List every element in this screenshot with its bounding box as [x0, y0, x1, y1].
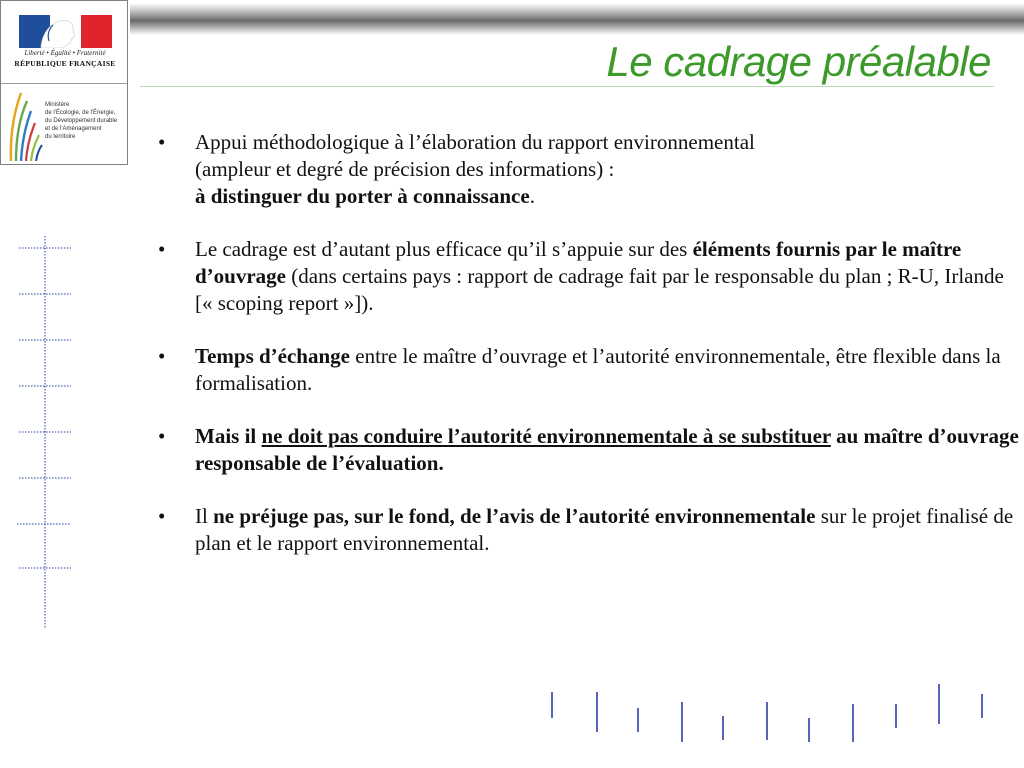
bullet-emphasis: à distinguer du porter à connaissance: [195, 184, 530, 208]
bullet-emphasis-underlined: ne doit pas conduire l’autorité environnementale à se substituer: [261, 424, 831, 448]
bullet-item: [158, 423, 1024, 477]
republique-francaise-logo: [0, 0, 128, 165]
bullet-text-line: Appui méthodologique à l’élaboration du rapport environnemental: [195, 130, 755, 154]
left-decorative-lines: [14, 236, 74, 628]
logo-divider: [1, 83, 127, 84]
bullet-text-part: sur le projet finalisé de plan et le rapport environnemental.: [195, 504, 1014, 555]
ministry-logo-icon: [7, 87, 43, 161]
ministry-line: du Développement durable: [45, 118, 118, 124]
bullet-text: [195, 129, 1024, 210]
bullet-marker: •: [158, 424, 166, 448]
bullet-text: [195, 236, 1024, 317]
bullet-emphasis: Mais il: [195, 424, 262, 448]
bullet-marker: •: [158, 504, 166, 528]
marianne-flag-icon: [19, 15, 112, 48]
slide-title: Le cadrage préalable: [606, 38, 991, 85]
bottom-decorative-bars: [540, 682, 990, 744]
ministry-line: Ministère: [45, 102, 70, 108]
republic-name: RÉPUBLIQUE FRANÇAISE: [14, 59, 116, 68]
bullet-marker: •: [158, 237, 166, 261]
bullet-text-line: (ampleur et degré de précision des informations) :: [195, 157, 615, 181]
bullet-text: [195, 503, 1024, 557]
bullet-emphasis: Temps d’échange: [195, 344, 350, 368]
ministry-name: [45, 101, 127, 141]
bullet-text: [195, 423, 1024, 477]
bullet-emphasis: ne préjuge pas, sur le fond, de l’avis de l’autorité environnementale: [213, 504, 816, 528]
bullet-emphasis: éléments fournis par le maître d’ouvrage: [195, 237, 962, 288]
bullet-marker: •: [158, 344, 166, 368]
bullet-item: [158, 503, 1024, 557]
slide-body: [158, 129, 1024, 583]
bullet-text-part: Il: [195, 504, 214, 528]
ministry-line: du territoire: [45, 134, 76, 140]
bullet-item: [158, 343, 1024, 397]
header-gradient-bar: [130, 3, 1024, 35]
bullet-text-part: Le cadrage est d’autant plus efficace qu’il s’appuie sur des: [195, 237, 693, 261]
bullet-item: [158, 129, 1024, 210]
bullet-text-end: .: [529, 184, 535, 208]
bullet-text-part: entre le maître d’ouvrage et l’autorité environnementale, être flexible dans la formalisation.: [195, 344, 1001, 395]
bullet-item: [158, 236, 1024, 317]
bullet-text-part: (dans certains pays : rapport de cadrage fait par le responsable du plan ; R-U, Irlande [« scoping report »]).: [195, 264, 1004, 315]
republic-motto: Liberté • Égalité • Fraternité: [24, 49, 106, 57]
title-underline: [140, 86, 994, 87]
ministry-line: de l'Écologie, de l'Énergie,: [45, 110, 116, 116]
bullet-text: [195, 343, 1024, 397]
bullet-emphasis: au maître d’ouvrage responsable de l’évaluation.: [195, 424, 1019, 475]
ministry-line: et de l'Aménagement: [45, 126, 102, 132]
bullet-marker: •: [158, 130, 166, 154]
